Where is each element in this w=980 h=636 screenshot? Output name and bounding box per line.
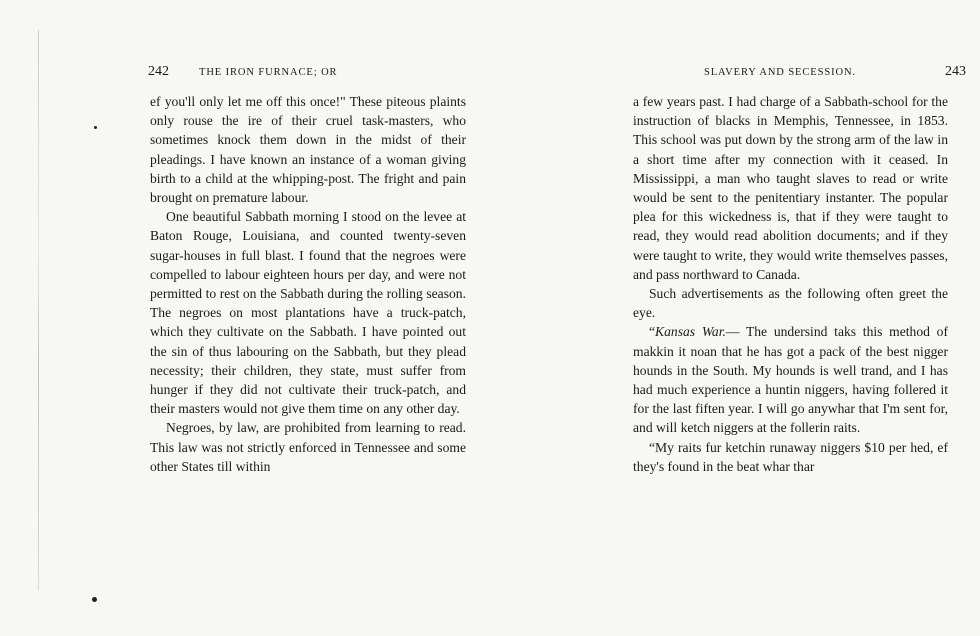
running-title: SLAVERY AND SECESSION. [704,67,856,78]
page-number: 243 [945,64,966,79]
advertisement-text: — The undersind taks this method of makkin it noan that he has got a pack of the best nigger hounds in the South. My hounds is well trand, and I has had much experience a huntin niggers, having follered it for the last fiften year. I will go anywhar that I'm sent for, and will ketch niggers at the follerin raits. [633,324,948,436]
paragraph: One beautiful Sabbath morning I stood on the levee at Baton Rouge, Louisiana, and counted twenty-seven sugar-houses in full blast. I found that the negroes were compelled to labour eighteen hours per day, and were not permitted to rest on the Sabbath during the rolling season. The negroes on most plantations have a truck-patch, which they cultivate on the Sabbath. I have pointed out the sin of thus labouring on the Sabbath, but they plead necessity; their children, they state, must suffer from hunger if they did not cultivate their truck-patch, and their masters would not give them time on any other day. [150,209,466,417]
right-page-header [704,64,966,80]
advertisement-title: Kansas War. [655,324,726,340]
right-page-body [633,92,948,476]
paragraph: Such advertisements as the following often greet the eye. [633,286,948,321]
quoted-advertisement [633,322,948,437]
paragraph: ef you'll only let me off this once!" These piteous plaints only rouse the ire of their cruel task-masters, who sometimes knock them down in the midst of their pleadings. I have known an instance of a woman giving birth to a child at the whipping-post. The fright and pain brought on premature labour. [150,94,466,206]
right-page [490,0,980,636]
left-page-header [148,64,468,80]
left-page-body [150,92,466,476]
quote-open-mark: “ [649,324,656,340]
paragraph: “My raits fur ketchin runaway niggers $10 per hed, ef they's found in the beat whar thar [633,439,948,474]
page-number: 242 [148,64,169,79]
running-title: THE IRON FURNACE; OR [199,67,338,78]
paragraph: a few years past. I had charge of a Sabbath-school for the instruction of blacks in Memphis, Tennessee, in 1853. This school was put down by the strong arm of the law in a short time after my connection with it ceased. In Mississippi, a man who taught slaves to read or write would be sent to the penitentiary instanter. The popular plea for this wickedness is, that if they were taught to read, they would read abolition documents; and if they were taught to write, they would write themselves passes, and pass northward to Canada. [633,94,948,282]
paragraph: Negroes, by law, are prohibited from learning to read. This law was not strictly enforced in Tennessee and some other States till within [150,420,466,474]
